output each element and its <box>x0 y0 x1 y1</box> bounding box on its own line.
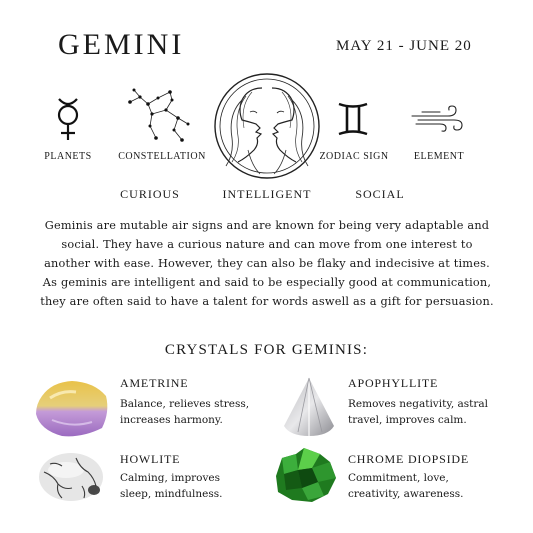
symbol-label-planets: PLANETS <box>44 151 92 162</box>
crystal-name-apophyllite: APOPHYLLITE <box>348 376 439 390</box>
date-range: MAY 21 - JUNE 20 <box>336 38 472 54</box>
crystal-desc-apophyllite: Removes negativity, astral travel, improves calm. <box>348 398 489 426</box>
page-title: GEMINI <box>58 28 185 61</box>
symbol-label-zodiac-sign: ZODIAC SIGN <box>319 151 389 162</box>
crystal-name-ametrine: AMETRINE <box>120 376 189 390</box>
gemini-glyph-icon <box>336 100 370 138</box>
trait-intelligent: INTELLIGENT <box>222 187 312 201</box>
twins-portrait-icon <box>212 70 322 182</box>
trait-curious: CURIOUS <box>120 187 180 201</box>
symbol-label-constellation: CONSTELLATION <box>118 151 206 162</box>
crystal-name-howlite: HOWLITE <box>120 452 181 466</box>
crystals-heading: CRYSTALS FOR GEMINIS: <box>164 342 369 358</box>
crystal-desc-chrome-diopside: Commitment, love, creativity, awareness. <box>348 472 464 500</box>
symbol-label-element: ELEMENT <box>413 151 465 162</box>
howlite-crystal-icon <box>36 450 106 504</box>
apophyllite-crystal-icon <box>278 374 340 440</box>
crystal-desc-howlite: Calming, improves sleep, mindfulness. <box>120 472 223 500</box>
air-wind-icon <box>410 104 466 134</box>
constellation-icon <box>126 84 194 146</box>
crystal-desc-ametrine: Balance, relieves stress, increases harmony. <box>120 398 250 426</box>
trait-social: SOCIAL <box>355 187 405 201</box>
description-paragraph: Geminis are mutable air signs and are known for being very adaptable and social. They have a curious nature and can move from one interest to another with ease. However, they can also be flaky and indecisive at times. As geminis are intelligent and said to be especially good at communication, they are often said to have a talent for words aswell as a gift for persuasion. <box>40 219 494 308</box>
ametrine-crystal-icon <box>32 378 112 440</box>
mercury-icon <box>52 96 84 144</box>
crystal-name-chrome-diopside: CHROME DIOPSIDE <box>348 452 470 466</box>
chrome-diopside-crystal-icon <box>268 446 340 506</box>
